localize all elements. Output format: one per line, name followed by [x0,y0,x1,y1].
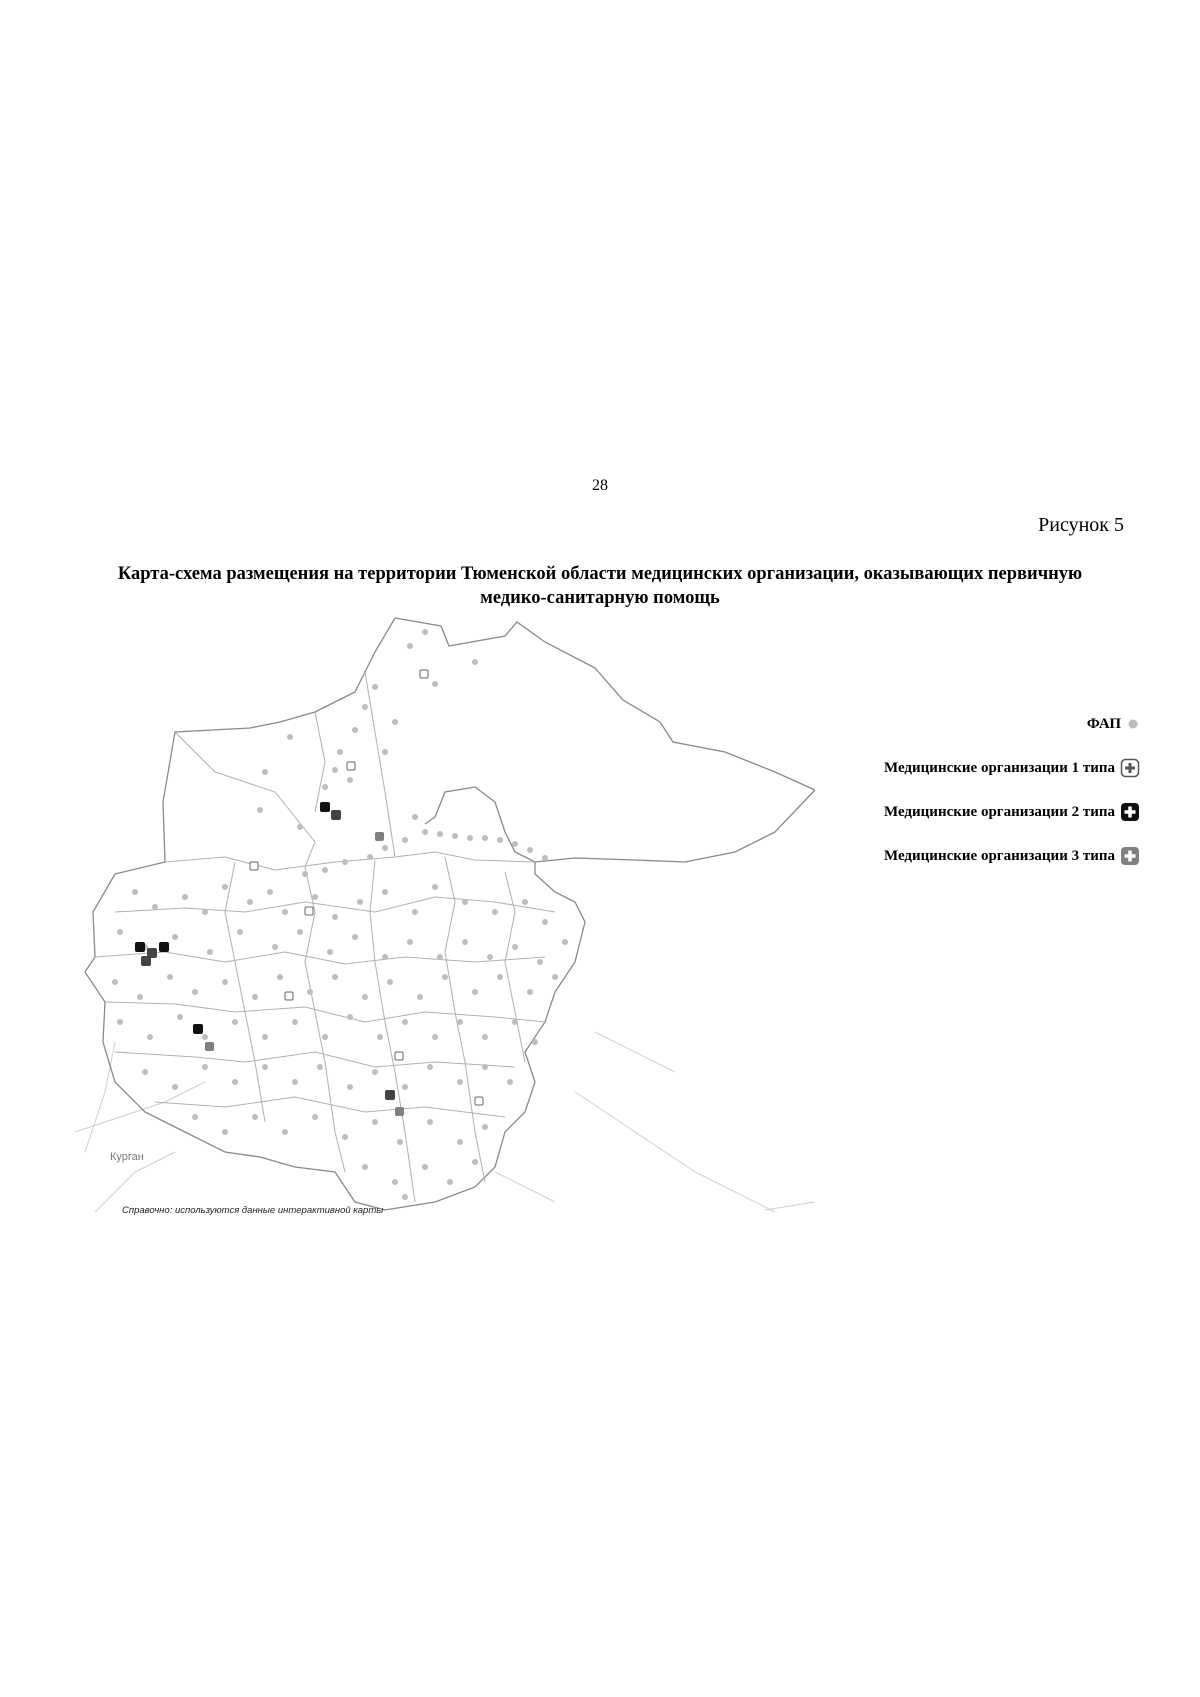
figure-title: Карта-схема размещения на территории Тюменской области медицинских организации, оказывающих первичную медико-санитарную помощь [117,564,1083,608]
legend-item-type3 [884,844,1140,868]
map-roads [75,1032,815,1212]
legend-label: Медицинские организации 2 типа [884,803,1115,820]
plus-outline-icon [1120,758,1140,778]
dot-icon [1126,717,1140,731]
region-west-boundary [163,618,395,862]
city-label-kurgan: Курган [110,1151,144,1163]
district-lines [95,672,555,1202]
type1-markers [250,670,483,1105]
legend-item-type1 [884,756,1140,780]
figure-label: Рисунок 5 [1038,514,1124,536]
legend-label: ФАП [1086,715,1121,732]
fap-dots [112,629,568,1200]
plus-black-icon [1120,802,1140,822]
legend-label: Медицинские организации 3 типа [884,847,1115,864]
plus-gray-icon [1120,846,1140,866]
legend-item-type2 [884,800,1140,824]
page-number: 28 [592,477,608,494]
region-north-boundary [395,618,815,862]
region-map[interactable] [75,612,815,1212]
legend-item-fap [1087,712,1140,736]
legend-label: Медицинские организации 1 типа [884,759,1115,776]
map-source-note: Справочно: используются данные интерактивной карты [122,1205,384,1216]
